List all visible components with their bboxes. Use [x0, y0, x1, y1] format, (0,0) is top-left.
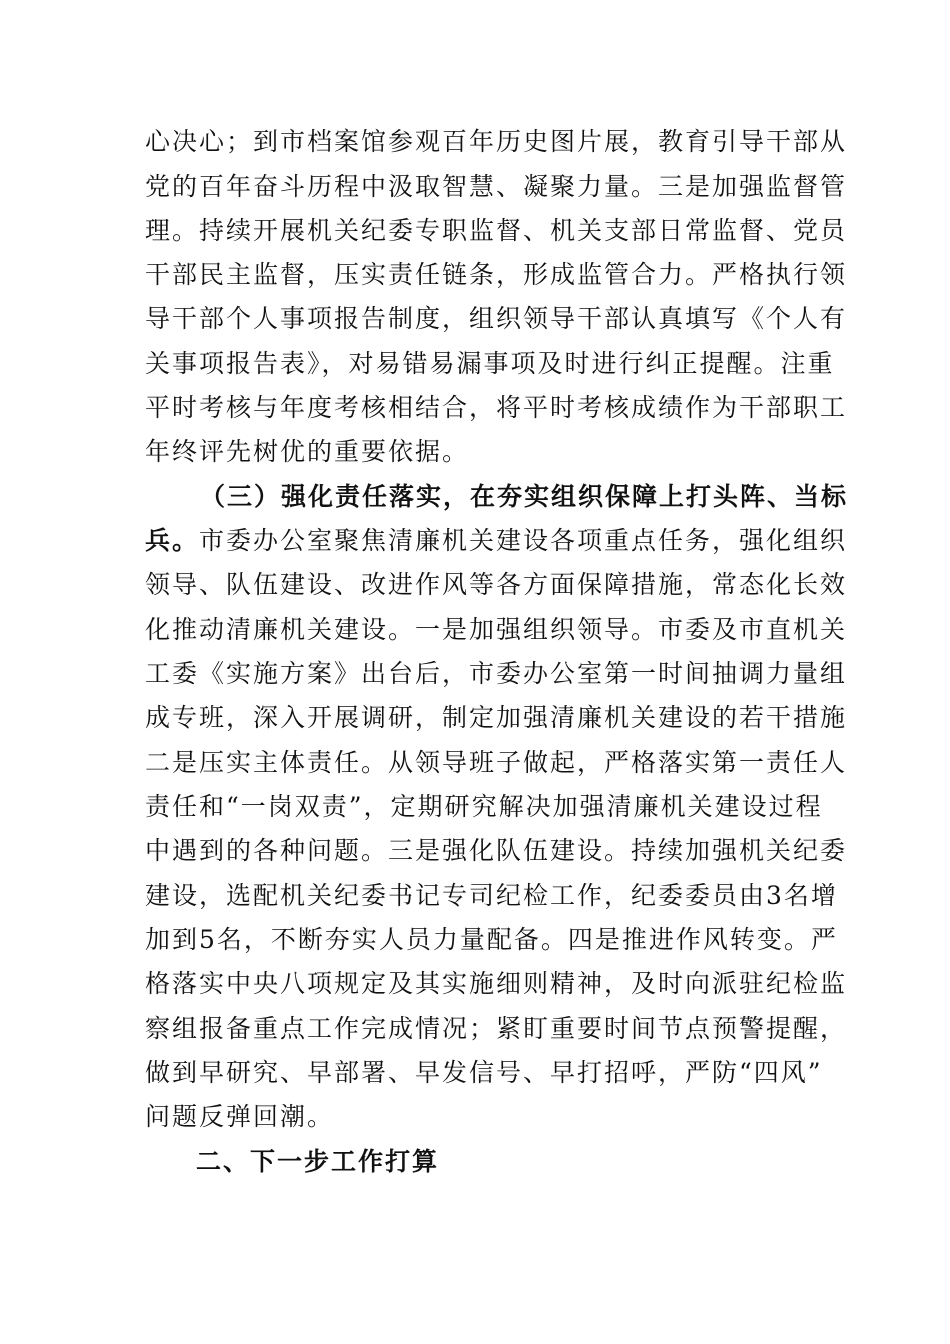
- paragraph-line: 二是压实主体责任。从领导班子做起，严格落实第一责任人: [145, 748, 848, 777]
- paragraph-line: 年终评先树优的重要依据。: [145, 437, 470, 466]
- paragraph-line: 心决心；到市档案馆参观百年历史图片展，教育引导干部从: [145, 127, 848, 156]
- paragraph-line: 成专班，深入开展调研，制定加强清廉机关建设的若干措施: [145, 703, 848, 732]
- paragraph-line: 领导、队伍建设、改进作风等各方面保障措施，常态化长效: [145, 570, 848, 599]
- paragraph-line: 察组报备重点工作完成情况；紧盯重要时间节点预警提醒，: [145, 1014, 848, 1043]
- paragraph-line: 做到早研究、早部署、早发信号、早打招呼，严防“四风”: [145, 1058, 823, 1087]
- paragraph-line-rest: 市委办公室聚焦清廉机关建设各项重点任务，强化组织: [199, 526, 848, 555]
- paragraph-line: 加到5名，不断夯实人员力量配备。四是推进作风转变。严: [145, 925, 838, 954]
- paragraph-line: 化推动清廉机关建设。一是加强组织领导。市委及市直机关: [145, 615, 848, 644]
- paragraph-line: 平时考核与年度考核相结合，将平时考核成绩作为干部职工: [145, 393, 848, 422]
- paragraph-line: 理。持续开展机关纪委专职监督、机关支部日常监督、党员: [145, 216, 848, 245]
- paragraph-line: 工委《实施方案》出台后，市委办公室第一时间抽调力量组: [145, 659, 848, 688]
- paragraph-line: 关事项报告表》，对易错易漏事项及时进行纠正提醒。注重: [145, 349, 835, 378]
- paragraph-line: 干部民主监督，压实责任链条，形成监管合力。严格执行领: [145, 260, 848, 289]
- paragraph-line: 格落实中央八项规定及其实施细则精神，及时向派驻纪检监: [145, 969, 848, 998]
- paragraph-line: 中遇到的各种问题。三是强化队伍建设。持续加强机关纪委: [145, 836, 848, 865]
- paragraph-line: 建设，选配机关纪委书记专司纪检工作，纪委委员由3名增: [145, 881, 838, 910]
- paragraph-line: [145, 526, 847, 556]
- section-heading: 二、下一步工作打算: [196, 1147, 440, 1176]
- paragraph-line: 问题反弹回潮。: [145, 1102, 335, 1131]
- paragraph-line: 导干部个人事项报告制度，组织领导干部认真填写《个人有: [145, 304, 848, 333]
- paragraph-line: 责任和“一岗双责”，定期研究解决加强清廉机关建设过程: [145, 792, 823, 821]
- subheading-tail: 兵。: [145, 526, 200, 555]
- paragraph-line: 党的百年奋斗历程中汲取智慧、凝聚力量。三是加强监督管: [145, 172, 848, 201]
- section-subheading: （三）强化责任落实，在夯实组织保障上打头阵、当标: [200, 482, 849, 511]
